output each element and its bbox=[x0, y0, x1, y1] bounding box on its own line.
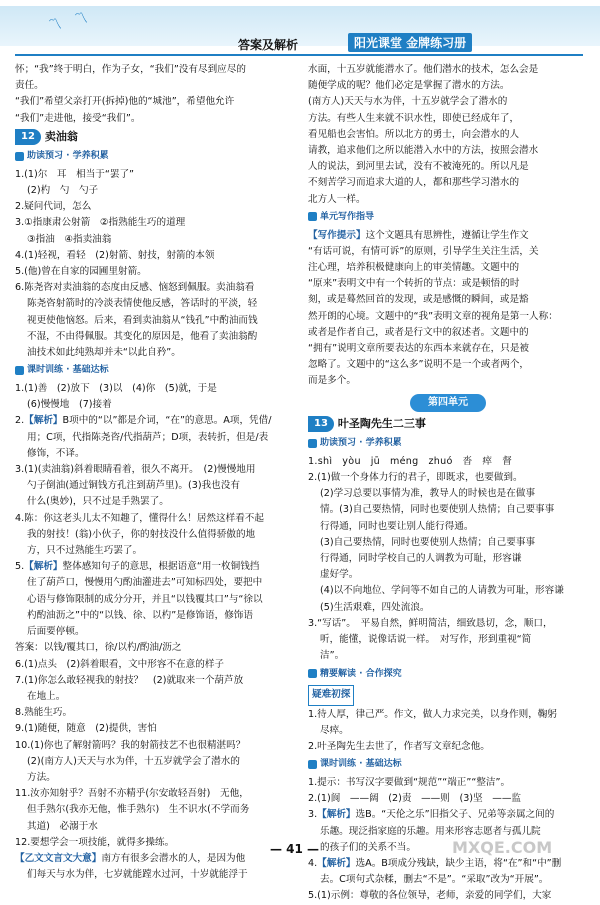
text-line: 忽略了。文题中的“这么多”说明不是一个或者两个， bbox=[308, 359, 530, 371]
text-line: 【写作提示】这个文题具有思辨性，遵循让学生作文 bbox=[308, 229, 529, 241]
text-line: 用；C项，代指陈尧咨/代指葫芦；D项，表转折，但是/表 bbox=[27, 431, 269, 443]
page-number: — 41 — bbox=[270, 842, 320, 856]
text-line: “原来”表明文中有一个转折的节点：或是顿悟的时 bbox=[308, 278, 520, 290]
text-line: 视更使他恼怒。后来，看到卖油翁从“钱孔”中酌油而钱 bbox=[27, 314, 258, 326]
text-line: 修饰，不译。 bbox=[27, 447, 85, 459]
text-line: 刻，或是蓦然回首的发现，或是感慨的瞬间，或是豁 bbox=[308, 294, 529, 306]
text-line: 心语与修饰限制的成分分开，并且“以钱覆其口”与“徐以 bbox=[27, 593, 263, 605]
section-label bbox=[308, 756, 402, 772]
text-line: 4.陈：你这老头儿太不知趣了，懂得什么！居然这样看不起 bbox=[15, 512, 264, 524]
text-line: 方，只不过熟能生巧罢了。 bbox=[27, 545, 143, 557]
text-line: 2.(1)做一个身体力行的君子，即既求，也要做到。 bbox=[308, 472, 523, 484]
text-line: 听，能懂，说像话说一样。 对写作，形到重视“简 bbox=[320, 634, 532, 646]
lesson-number: 12 bbox=[15, 129, 41, 145]
section-label bbox=[308, 666, 402, 682]
section-label-text: 课时训练 · 基础达标 bbox=[27, 365, 109, 376]
text-line: 1.待人厚，律己严。作文，做人力求完美，以身作则，鞠躬 bbox=[308, 708, 557, 720]
lesson-heading bbox=[308, 416, 588, 432]
text-line: 尽瘁。 bbox=[320, 724, 349, 736]
left-column bbox=[15, 62, 295, 883]
text-line: 乐趣。现泛指家庭的乐趣。用来形容志愿者与孤儿院 bbox=[320, 825, 541, 837]
text-line: 注心理，培养积极健康向上的审美情趣。文题中的 bbox=[308, 262, 520, 274]
header-rule bbox=[15, 54, 583, 56]
section-label-text: 单元写作指导 bbox=[320, 211, 375, 222]
text-line: 陈尧咨射箭时的冷淡表情使他反感，答话时的平淡，轻 bbox=[27, 298, 258, 310]
text-line: 2.叶圣陶先生去世了，作者写文章纪念他。 bbox=[308, 740, 490, 752]
text-line: “我们”希望父亲打开(拆掉)他的“城池”，希望他允许 bbox=[15, 96, 235, 108]
text-line: 在地上。 bbox=[27, 690, 66, 702]
text-line: 杓酌油沥之”中的“以钱、徐、以杓”是修饰语，修饰语 bbox=[27, 609, 253, 621]
text-line: 3.“写话”。 平易自然，鲜明简洁，细致恳切，念，顺口， bbox=[308, 617, 553, 629]
text-line: 5.【解析】整体感知句子的意思，根据语意“用一枚铜钱挡 bbox=[15, 561, 260, 573]
section-marker-icon bbox=[308, 760, 317, 769]
text-line: 去。C项句式杂糅，删去“不是”。“采取”改为“开展”。 bbox=[320, 874, 549, 886]
text-line: 方法。 bbox=[27, 771, 56, 783]
text-line: 我的射技！(翁)小伙子，你的射技没什么值得骄傲的地 bbox=[27, 528, 256, 540]
text-line: 行得通，同时学校自己的人调教为可耻，形容谦 bbox=[320, 553, 522, 565]
section-marker-icon bbox=[308, 212, 317, 221]
lesson-number: 13 bbox=[308, 416, 334, 432]
text-line: 虚好学。 bbox=[320, 569, 359, 581]
text-line: 方法。有些人生来就不识水性，即使已经成年了， bbox=[308, 112, 520, 124]
text-line: 8.熟能生巧。 bbox=[15, 707, 73, 719]
lesson-heading bbox=[15, 129, 295, 145]
text-line: 洁”。 bbox=[320, 650, 345, 662]
text-line: 10.(1)你也了解射箭吗？我的射箭技艺不也很精湛吗？ bbox=[15, 739, 246, 751]
text-line: 5.(他)曾在自家的园圃里射箭。 bbox=[15, 266, 147, 278]
text-line: 行得通，同时也要让别人能行得通。 bbox=[320, 520, 474, 532]
text-line: 2.疑问代词，怎么 bbox=[15, 201, 92, 213]
text-line: 然开朗的心境。文题中的“我”表明文章的视角是第一人称： bbox=[308, 310, 558, 322]
section-label bbox=[15, 362, 109, 378]
text-line: 而是多个。 bbox=[308, 375, 356, 387]
text-line: 们每天与水为伴，七岁就能蹚水过河，十岁就能浮于 bbox=[27, 869, 248, 881]
text-line: 责任。 bbox=[15, 80, 44, 92]
text-line: 或者是作者自己，或者是行文中的叙述者。文题中的 bbox=[308, 326, 529, 338]
text-line: (3)自己要热情，同时也要使别人热情；自己要事事 bbox=[320, 536, 536, 548]
answer-tag: 【解析】 bbox=[24, 561, 63, 573]
text-line: 水面，十五岁就能潜水了。他们潜水的技术，怎么会是 bbox=[308, 64, 539, 75]
text-line: 6.(1)点头 (2)斜着眼看，文中形容不在意的样子 bbox=[15, 658, 225, 670]
section-label bbox=[15, 148, 109, 164]
text-line: “我们”走进他，接受“我们”。 bbox=[15, 112, 141, 124]
header-brand: 阳光课堂 金牌练习册 bbox=[348, 33, 472, 52]
text-line: 2.(1)阆 ——阔 (2)责 ——则 (3)坚 ——监 bbox=[308, 793, 522, 805]
watermark: MXQE.COM bbox=[452, 838, 553, 857]
text-line: 其道) 必溺于水 bbox=[27, 820, 98, 832]
section-label-text: 精要解读 · 合作探究 bbox=[320, 668, 402, 679]
boxed-subheading-row bbox=[308, 684, 588, 706]
text-line: 随便学成的呢？他们必定是掌握了潜水的方法。 bbox=[308, 80, 510, 92]
text-line: (5)生活艰难，四处流浪。 bbox=[320, 601, 430, 613]
text-line: 但手熟尔(我亦无他，惟手熟尔) 生不识水(不学而务 bbox=[27, 804, 250, 816]
page-header bbox=[0, 0, 600, 60]
text-line: 【乙文文言文大意】南方有很多会潜水的人，是因为他 bbox=[15, 852, 246, 864]
text-line: 答案：以钱/覆其口，徐/以杓/酌油/沥之 bbox=[15, 642, 182, 654]
bird-icon: 〽 bbox=[48, 17, 62, 33]
section-marker-icon bbox=[308, 439, 317, 448]
text-line: 请教，追求他们之所以能潜入水中的方法，按照会潜水 bbox=[308, 145, 539, 157]
text-line: “拥有”说明文章所要表达的东西本来就存在，只是被 bbox=[308, 343, 530, 355]
answer-tag: 【解析】 bbox=[24, 415, 63, 427]
text-line: (6)慢慢地 (7)接着 bbox=[27, 399, 112, 411]
section-label-text: 助读预习 · 学养积累 bbox=[320, 438, 402, 449]
answer-tag: 【写作提示】 bbox=[308, 229, 366, 241]
text-line: 3.(1)(卖油翁)斜着眼睛看着，很久不离开。 (2)慢慢地用 bbox=[15, 464, 256, 476]
right-column bbox=[308, 62, 588, 905]
text-line: (2)杓 勺 勺子 bbox=[27, 185, 99, 197]
text-line: “有话可说，有情可诉”的原则，引导学生关注生活，关 bbox=[308, 245, 539, 257]
text-line: 7.(1)你怎么敢轻视我的射技？ (2)就取来一个葫芦放 bbox=[15, 674, 244, 686]
text-line: 住了葫芦口，慢慢用勺酌油灌进去”可知标四处，要把中 bbox=[27, 577, 263, 589]
text-line: 6.陈尧咨对卖油翁的态度由反感、恼怒到佩服。卖油翁看 bbox=[15, 282, 255, 294]
lesson-title: 叶圣陶先生二三事 bbox=[337, 416, 426, 430]
text-line: 后面要停顿。 bbox=[27, 626, 85, 638]
text-line: 的孩子们的关系不当。 bbox=[320, 841, 416, 853]
section-marker-icon bbox=[308, 669, 317, 678]
header-title: 答案及解析 bbox=[238, 38, 299, 52]
answer-tag: 【解析】 bbox=[317, 809, 356, 821]
text-line: (2)(南方人)天天与水为伴，十五岁就学会了潜水的 bbox=[27, 755, 240, 767]
boxed-subheading: 疑难初探 bbox=[308, 685, 354, 705]
text-line: 1.(1)尔 耳 相当于“罢了” bbox=[15, 168, 135, 180]
section-label-text: 课时训练 · 基础达标 bbox=[320, 759, 402, 770]
text-line: 2.【解析】B项中的“以”都是介词，“在”的意思。A项，凭借/ bbox=[15, 415, 272, 427]
text-line: 北方人一样。 bbox=[308, 193, 366, 205]
text-line: 1.shì yòu jū méng zhuó 沓 瘁 督 bbox=[308, 455, 513, 467]
text-line: 9.(1)随便，随意 (2)提供，害怕 bbox=[15, 723, 157, 735]
text-line: 不湿，不由得佩服。其变化的原因是，他看了卖油翁酌 bbox=[27, 330, 258, 342]
text-line: 1.(1)善 (2)放下 (3)以 (4)你 (5)就，于是 bbox=[15, 383, 217, 395]
answer-tag: 【解析】 bbox=[317, 857, 356, 869]
text-line: 勺子倒油(通过铜钱方孔注到葫芦里)。(3)我也没有 bbox=[27, 480, 240, 492]
text-line: (2)学习总要以事情为准，教导人的时候也是在做事 bbox=[320, 488, 536, 500]
lesson-title: 卖油翁 bbox=[44, 129, 78, 143]
text-line: (4)以不向地位、学问等不如自己的人请教为可耻，形容谦 bbox=[320, 585, 564, 597]
header-band bbox=[0, 6, 600, 46]
text-line: ③指油 ④指卖油翁 bbox=[27, 233, 112, 245]
section-marker-icon bbox=[15, 366, 24, 375]
text-line: 4.(1)轻视，看轻 (2)射箭、射技，射箭的本领 bbox=[15, 249, 215, 261]
text-line: 看见船也会害怕。所以北方的勇士，向会潜水的人 bbox=[308, 128, 520, 140]
section-label bbox=[308, 435, 402, 451]
text-line: 5.(1)示例：尊敬的各位领导，老师，亲爱的同学们，大家 bbox=[308, 890, 552, 902]
text-line: 1.提示：书写汉字要做到“规范”“端正”“整洁”。 bbox=[308, 776, 511, 788]
text-line: 4.【解析】选A。B项成分残缺，缺少主语，将“在”和“中”删 bbox=[308, 857, 562, 869]
text-line: (南方人)天天与水为伴，十五岁就学会了潜水的 bbox=[308, 96, 508, 108]
text-line: 什么(奥妙)，只不过是手熟罢了。 bbox=[27, 496, 169, 508]
text-line: 3.【解析】选B。“天伦之乐”旧指父子、兄弟等亲属之间的 bbox=[308, 809, 555, 821]
section-marker-icon bbox=[15, 152, 24, 161]
text-line: 怀；“我”终于明白，作为子女，“我们”没有尽到应尽的 bbox=[15, 64, 246, 75]
bird-icon: 〽 bbox=[74, 11, 88, 27]
answer-tag: 【乙文文言文大意】 bbox=[15, 852, 102, 864]
text-line: 3.①指康肃公射箭 ②指熟能生巧的道理 bbox=[15, 217, 186, 229]
section-label bbox=[308, 209, 374, 225]
text-line: 情。(3)自己要热情，同时也要使别人热情；自己要事事 bbox=[320, 504, 555, 516]
text-line: 11.汝亦知射乎？吾射不亦精乎(尔安敢轻吾射) 无他， bbox=[15, 788, 249, 800]
text-line: 不刻苦学习而追求大道的人，都和那些学习潜水的 bbox=[308, 177, 520, 189]
text-line: 人的说法，到河里去试，没有不被淹死的。所以凡是 bbox=[308, 161, 529, 173]
unit-banner: 第四单元 bbox=[410, 394, 486, 412]
text-line: 12.要想学会一项技能，就得多操练。 bbox=[15, 836, 175, 848]
text-line: 油技术如此纯熟却并未“以此自矜”。 bbox=[27, 347, 181, 359]
section-label-text: 助读预习 · 学养积累 bbox=[27, 151, 109, 162]
